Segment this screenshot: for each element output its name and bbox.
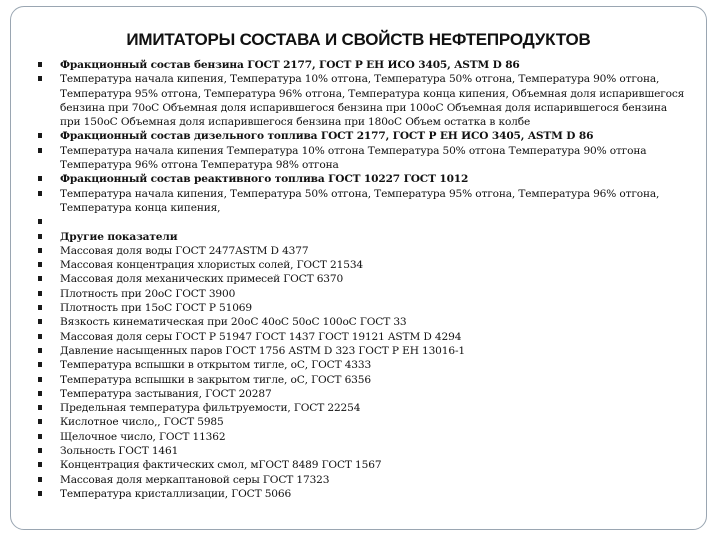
list-item-text: Температура вспышки в открытом тигле, оС, ГОСТ 4333 — [60, 359, 372, 372]
list-item-text: Массовая доля меркаптановой серы ГОСТ 17323 — [60, 473, 330, 486]
list-item-text: Плотность при 20оС ГОСТ 3900 — [60, 287, 236, 300]
list-item — [38, 215, 688, 229]
list-item-text: Зольность ГОСТ 1461 — [60, 445, 179, 458]
list-item — [38, 144, 688, 173]
bullet-icon — [38, 377, 42, 382]
bullet-icon — [38, 176, 42, 181]
page-title: ИМИТАТОРЫ СОСТАВА И СВОЙСТВ НЕФТЕПРОДУКТОВ — [126, 30, 591, 49]
bullet-icon — [38, 434, 42, 439]
list-item — [38, 129, 688, 143]
bullet-icon — [38, 191, 42, 196]
list-item-text: Массовая доля серы ГОСТ Р 51947 ГОСТ 1437 ГОСТ 19121 ASTM D 4294 — [60, 330, 462, 343]
list-item — [38, 258, 688, 272]
bullet-icon — [38, 248, 42, 253]
list-item-text: Массовая доля механических примесей ГОСТ 6370 — [60, 273, 344, 286]
list-item-text: Давление насыщенных паров ГОСТ 1756 ASTM D 323 ГОСТ Р ЕН 13016-1 — [60, 344, 465, 357]
list-item-text: Другие показатели — [60, 230, 178, 243]
list-item-text: Предельная температура фильтруемости, ГОСТ 22254 — [60, 402, 361, 415]
bullet-icon — [38, 391, 42, 396]
list-item — [38, 487, 688, 501]
list-item-text: Температура конца кипения, — [60, 201, 221, 214]
list-item-text — [60, 215, 688, 229]
list-item — [38, 315, 688, 329]
bullet-icon — [38, 291, 42, 296]
list-item — [38, 458, 688, 472]
list-item-text: Плотность при 15оС ГОСТ Р 51069 — [60, 302, 252, 315]
list-item-text: Температура начала кипения, Температура 50% отгона, Температура 95% отгона, Температура 96% отгона, — [60, 187, 660, 200]
bullet-icon — [38, 334, 42, 339]
list-item-text: Температура 96% отгона Температура 98% отгона — [60, 159, 339, 172]
list-item-text: Щелочное число, ГОСТ 11362 — [60, 430, 226, 443]
list-item-text: Фракционный состав бензина ГОСТ 2177, ГОСТ Р ЕН ИСО 3405, ASTM D 86 — [60, 59, 520, 71]
bullet-icon — [38, 362, 42, 367]
bullet-icon — [38, 419, 42, 424]
list-item-text: Концентрация фактических смол, мГОСТ 8489 ГОСТ 1567 — [60, 459, 382, 472]
list-item-text: Температура вспышки в закрытом тигле, оС, ГОСТ 6356 — [60, 373, 371, 386]
bullet-icon — [38, 262, 42, 267]
list-item-text: Вязкость кинематическая при 20оС 40оС 50оС 100оС ГОСТ 33 — [60, 316, 407, 329]
bullet-icon — [38, 148, 42, 153]
list-item-text: Фракционный состав реактивного топлива ГОСТ 10227 ГОСТ 1012 — [60, 173, 469, 186]
list-item — [38, 358, 688, 372]
bullet-icon — [38, 477, 42, 482]
list-item — [38, 187, 688, 216]
list-item — [38, 287, 688, 301]
list-item — [38, 58, 688, 72]
list-item-text: Массовая доля воды ГОСТ 2477ASTM D 4377 — [60, 244, 309, 257]
list-item — [38, 444, 688, 458]
bullet-icon — [38, 219, 42, 224]
list-item — [38, 415, 688, 429]
list-item-text: бензина при 70оС Объемная доля испарившегося бензина при 100оС Объемная доля испарившегося бензина — [60, 101, 668, 114]
bullet-icon — [38, 462, 42, 467]
list-item — [38, 344, 688, 358]
bullet-icon — [38, 305, 42, 310]
list-item-text: Кислотное число,, ГОСТ 5985 — [60, 416, 224, 429]
list-item — [38, 244, 688, 258]
bullet-icon — [38, 76, 42, 81]
bullet-icon — [38, 62, 42, 67]
list-item-text: Температура застывания, ГОСТ 20287 — [60, 387, 272, 400]
bullet-icon — [38, 348, 42, 353]
list-item — [38, 387, 688, 401]
list-item-text: Фракционный состав дизельного топлива ГОСТ 2177, ГОСТ Р ЕН ИСО 3405, ASTM D 86 — [60, 130, 594, 143]
bullet-icon — [38, 276, 42, 281]
list-item-text: Температура кристаллизации, ГОСТ 5066 — [60, 487, 292, 500]
list-item — [38, 430, 688, 444]
list-item — [38, 272, 688, 286]
bullet-icon — [38, 405, 42, 410]
list-item-text: Массовая концентрация хлористых солей, ГОСТ 21534 — [60, 259, 364, 272]
bullet-icon — [38, 448, 42, 453]
list-item — [38, 301, 688, 315]
list-item — [38, 330, 688, 344]
list-item — [38, 72, 688, 129]
list-item — [38, 172, 688, 186]
list-item — [38, 230, 688, 244]
list-item-text: Температура начала кипения Температура 10% отгона Температура 50% отгона Температура 90% отгона — [60, 144, 647, 157]
list-item-text: Температура 95% отгона, Температура 96% отгона, Температура конца кипения, Объемная доля испарившегося — [60, 87, 685, 100]
bullet-icon — [38, 133, 42, 138]
bullet-icon — [38, 234, 42, 239]
list-item-text: при 150оС Объемная доля испарившегося бензина при 180оС Объем остатка в колбе — [60, 116, 531, 129]
indicator-list — [38, 58, 688, 501]
bullet-icon — [38, 491, 42, 496]
list-item — [38, 373, 688, 387]
list-item-text: Температура начала кипения, Температура 10% отгона, Температура 50% отгона, Температура 90% отгона, — [60, 73, 660, 86]
bullet-icon — [38, 319, 42, 324]
list-item — [38, 473, 688, 487]
list-item — [38, 401, 688, 415]
